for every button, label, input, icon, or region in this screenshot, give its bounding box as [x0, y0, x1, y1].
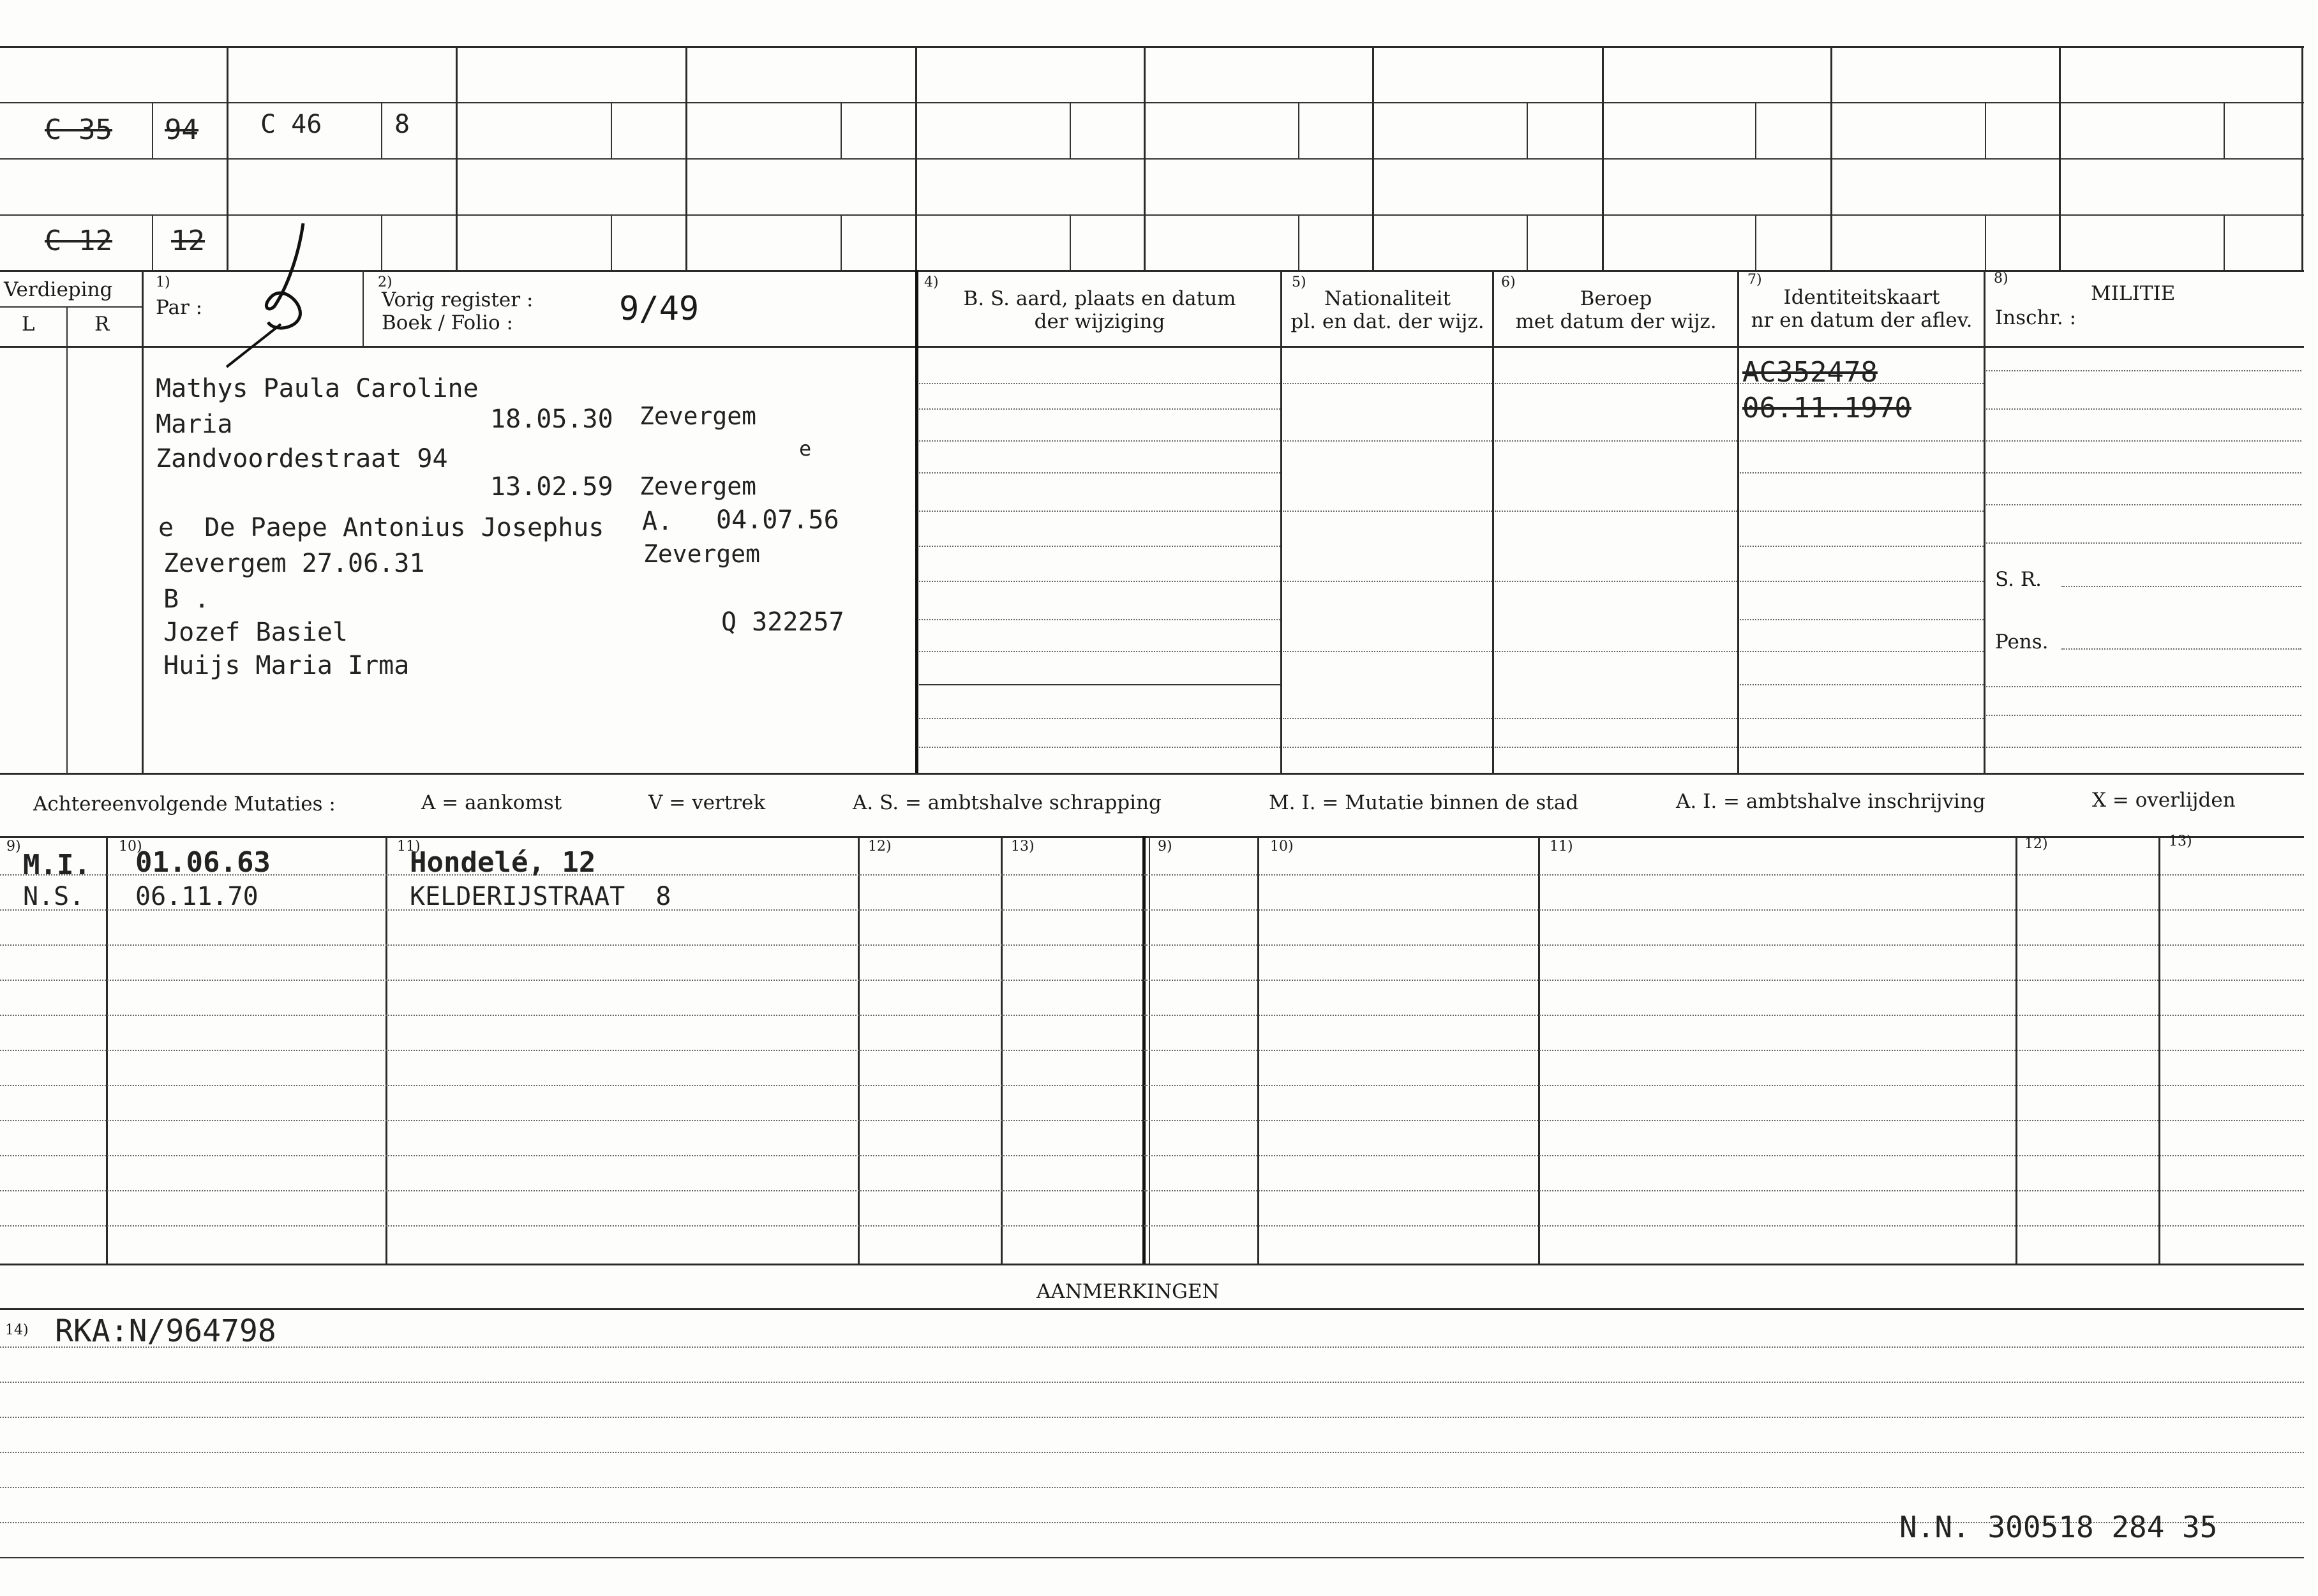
mut-num-13: 13): [1011, 839, 1035, 854]
boek-folio-value: 9/49: [619, 290, 699, 328]
col5-header-line1: Nationaliteit: [1324, 287, 1451, 310]
field-number-4: 4): [924, 274, 939, 290]
top-grid-subcol: [152, 214, 153, 270]
inschr-label: Inschr. :: [1995, 306, 2077, 329]
top-border: [0, 46, 2304, 48]
old-register-number-2: 12: [171, 225, 205, 257]
floor-right-label: R: [94, 313, 110, 336]
top-grid-subcol: [1527, 214, 1528, 270]
verdieping-label: Verdieping: [4, 278, 113, 301]
col6-header-line1: Beroep: [1580, 287, 1652, 310]
header-bottom: [0, 346, 2304, 348]
top-grid-subcol: [1527, 102, 1528, 158]
top-grid-col: [685, 46, 687, 270]
legend-overlijden: X = overlijden: [2092, 789, 2236, 812]
mut-num-9b: 9): [1158, 839, 1172, 854]
remarks-text: RKA:N/964798: [55, 1313, 276, 1349]
verdieping-sub: [0, 306, 142, 308]
top-grid-line: [0, 158, 2304, 160]
top-grid-subcol: [1985, 102, 1986, 158]
top-grid-subcol: [381, 214, 382, 270]
boek-folio-label: Boek / Folio :: [382, 311, 513, 334]
col-divider-4: [915, 270, 918, 773]
vorig-register-label: Vorig register :: [382, 288, 534, 311]
col-divider-8: [1984, 270, 1985, 773]
legend-aankomst: A = aankomst: [421, 791, 562, 814]
old-register-code: C 35: [45, 114, 112, 146]
mutation-2-date: 06.11.70: [135, 882, 258, 911]
col-divider-5: [1280, 270, 1282, 773]
col5-header-line2: pl. en dat. der wijz.: [1290, 310, 1484, 333]
top-grid-col: [1830, 46, 1832, 270]
militie-title: MILITIE: [2091, 282, 2176, 305]
id-card-date: 06.11.1970: [1742, 392, 1911, 424]
top-grid-subcol: [2224, 102, 2225, 158]
address: Zandvoordestraat 94: [156, 444, 448, 474]
top-grid-line: [0, 214, 2304, 216]
person-line2: Maria: [156, 410, 233, 439]
floor-left-label: L: [22, 313, 35, 336]
mutation-1-code: M.I.: [23, 849, 91, 881]
pens-label: Pens.: [1995, 630, 2049, 653]
mutation-2-address: KELDERIJSTRAAT 8: [410, 882, 671, 911]
mut-num-11b: 11): [1550, 839, 1573, 854]
top-grid-subcol: [1070, 214, 1071, 270]
top-grid-subcol: [1070, 102, 1071, 158]
top-grid-col: [2301, 46, 2303, 270]
top-grid-col: [915, 46, 917, 270]
address-mark: e: [799, 436, 812, 461]
top-grid-subcol: [1755, 102, 1756, 158]
top-grid-subcol: [1985, 214, 1986, 270]
legend-ambtshalve-inschrijving: A. I. = ambtshalve inschrijving: [1676, 790, 1985, 813]
field-number-2: 2): [378, 274, 393, 290]
mutation-1-address: Hondelé, 12: [410, 846, 596, 879]
remarks-title: AANMERKINGEN: [1036, 1280, 1220, 1303]
field-number-8: 8): [1994, 271, 2008, 287]
mutation-1-date: 01.06.63: [135, 846, 271, 879]
mut-num-11: 11): [397, 839, 421, 854]
top-grid-subcol: [1755, 214, 1756, 270]
col-divider-6: [1492, 270, 1494, 773]
col7-header-line2: nr en datum der aflev.: [1751, 309, 1973, 332]
old-register-code-2: C 12: [45, 225, 112, 257]
col6-header-line2: met datum der wijz.: [1515, 310, 1717, 333]
field-number-6: 6): [1501, 274, 1516, 290]
remarks-number: 14): [5, 1322, 29, 1338]
top-grid-col: [1602, 46, 1604, 270]
remarks-top: [0, 1308, 2304, 1310]
field-number-1: 1): [156, 274, 170, 290]
field-number-7: 7): [1747, 272, 1762, 288]
spouse-place: Zevergem: [643, 540, 761, 568]
col4-header-line1: B. S. aard, plaats en datum: [963, 287, 1236, 310]
field-number-5: 5): [1292, 274, 1306, 290]
handwritten-signature: [223, 217, 338, 377]
top-grid-col: [1372, 46, 1374, 270]
legend-mutatie-stad: M. I. = Mutatie binnen de stad: [1269, 791, 1579, 814]
top-grid-col: [456, 46, 458, 270]
mutations-bottom: [0, 1264, 2304, 1265]
top-grid-subcol: [152, 102, 153, 158]
data-area-bottom: [0, 773, 2304, 775]
spouse-a-mark: A.: [642, 507, 673, 536]
top-grid-subcol: [2224, 214, 2225, 270]
mutations-top: [0, 836, 2304, 838]
legend-ambtshalve-schrapping: A. S. = ambtshalve schrapping: [853, 791, 1162, 814]
person-code: Q 322257: [721, 608, 844, 637]
legend-vertrek: V = vertrek: [648, 791, 766, 814]
footer-line: [0, 1557, 2304, 1558]
col-divider-7: [1737, 270, 1739, 773]
arrival-date: 13.02.59: [490, 472, 613, 502]
mut-num-10b: 10): [1270, 839, 1294, 854]
spouse-name: e De Paepe Antonius Josephus: [158, 513, 604, 542]
top-grid-line: [0, 102, 2304, 103]
top-grid-subcol: [381, 102, 382, 158]
birth-place: Zevergem: [639, 402, 757, 430]
top-grid-col: [2059, 46, 2061, 270]
id-card-number: AC352478: [1742, 356, 1878, 389]
mut-num-12b: 12): [2024, 836, 2048, 852]
mut-num-13b: 13): [2169, 833, 2192, 849]
top-grid-bottom: [0, 270, 2304, 272]
spouse-date: 04.07.56: [716, 505, 839, 535]
top-grid-subcol: [841, 214, 842, 270]
mut-num-10: 10): [119, 839, 142, 854]
col-divider-verdieping: [142, 270, 144, 773]
person-name: Mathys Paula Caroline: [156, 374, 479, 403]
col-divider-LR: [66, 306, 68, 773]
arrival-place: Zevergem: [639, 472, 757, 500]
spouse-birth: Zevergem 27.06.31: [163, 549, 425, 578]
father-name: Jozef Basiel: [163, 618, 348, 647]
mut-num-12: 12): [868, 839, 892, 854]
top-grid-subcol: [611, 102, 612, 158]
top-grid-col: [1144, 46, 1146, 270]
mutation-2-code: N.S.: [23, 882, 85, 911]
register-code: C 46: [260, 110, 322, 139]
mother-name: Huijs Maria Irma: [163, 651, 410, 680]
sr-label: S. R.: [1995, 568, 2042, 591]
birth-date: 18.05.30: [490, 405, 613, 434]
col4-header-line2: der wijziging: [1034, 310, 1165, 333]
person-line7: B .: [163, 585, 210, 614]
old-register-number: 94: [165, 114, 198, 146]
col7-header-line1: Identiteitskaart: [1783, 286, 1940, 309]
national-number: N.N. 300518 284 35: [1899, 1510, 2218, 1544]
top-grid-subcol: [1298, 102, 1299, 158]
top-grid-subcol: [841, 102, 842, 158]
legend-title: Achtereenvolgende Mutaties :: [33, 793, 336, 816]
top-grid-subcol: [1298, 214, 1299, 270]
top-grid-subcol: [611, 214, 612, 270]
mut-num-9: 9): [6, 839, 21, 854]
register-number: 8: [394, 110, 410, 139]
col-divider-par: [363, 270, 364, 346]
par-label: Par :: [156, 296, 203, 319]
